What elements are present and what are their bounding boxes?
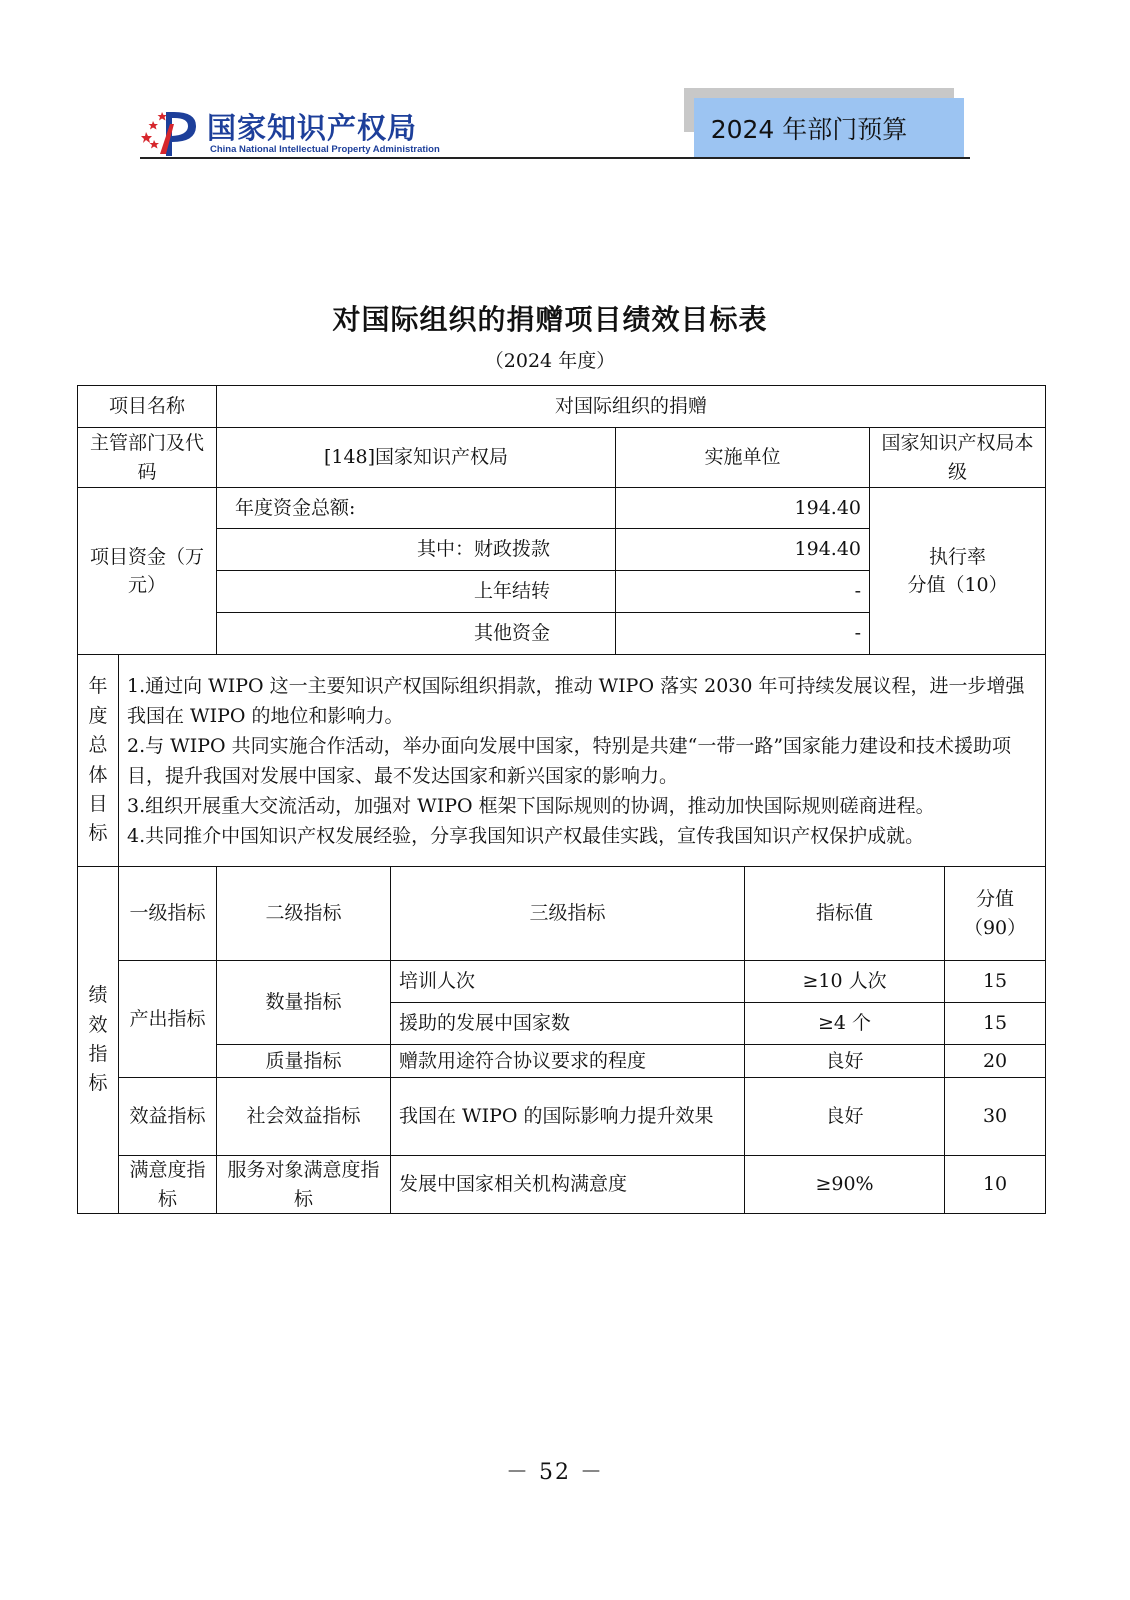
- goal-item: 4.共同推介中国知识产权发展经验，分享我国知识产权最佳实践，宣传我国知识产权保护成就。: [127, 824, 925, 847]
- header-divider: [140, 157, 970, 159]
- indicator-name: 我国在 WIPO 的国际影响力提升效果: [391, 1078, 745, 1156]
- indicator-target: ≥10 人次: [745, 961, 945, 1003]
- exec-rate-label: 执行率: [929, 545, 987, 568]
- header-level2: 二级指标: [217, 867, 391, 961]
- satisfaction-indicator-label: 满意度指标: [119, 1156, 217, 1214]
- funds-fiscal-value: 194.40: [616, 529, 870, 571]
- funds-other-value: -: [616, 613, 870, 655]
- header-level1: 一级指标: [119, 867, 217, 961]
- funds-carryover-label: 上年结转: [217, 571, 616, 613]
- table-row: [78, 1156, 1046, 1214]
- output-indicator-label: 产出指标: [119, 961, 217, 1078]
- table-row: [78, 428, 1046, 488]
- logo-text-cn: 国家知识产权局: [207, 111, 418, 145]
- logo-text-en: China National Intellectual Property Administration: [210, 144, 440, 155]
- indicator-score: 20: [945, 1045, 1046, 1078]
- dept-value: [148]国家知识产权局: [217, 428, 616, 488]
- goals-label: 年 度 总 体 目 标: [78, 655, 119, 867]
- funds-carryover-value: -: [616, 571, 870, 613]
- funds-fiscal-label: 其中：财政拨款: [217, 529, 616, 571]
- cnipa-logo-icon: [140, 106, 202, 158]
- project-name-value: 对国际组织的捐赠: [217, 386, 1046, 428]
- social-benefit-label: 社会效益指标: [217, 1078, 391, 1156]
- indicator-name: 援助的发展中国家数: [391, 1003, 745, 1045]
- indicator-target: 良好: [745, 1045, 945, 1078]
- table-row: [78, 488, 1046, 529]
- funds-total-label: 年度资金总额:: [217, 488, 616, 529]
- funds-other-label: 其他资金: [217, 613, 616, 655]
- indicator-score: 30: [945, 1078, 1046, 1156]
- table-row: [78, 961, 1046, 1003]
- header-level3: 三级指标: [391, 867, 745, 961]
- table-row: [78, 1045, 1046, 1078]
- dept-label: 主管部门及代码: [78, 428, 217, 488]
- goals-content: [119, 655, 1046, 867]
- table-row: [78, 1078, 1046, 1156]
- funds-label: 项目资金（万元）: [78, 488, 217, 655]
- header-score: 分值 （90）: [945, 867, 1046, 961]
- indicator-score: 15: [945, 1003, 1046, 1045]
- benefit-indicator-label: 效益指标: [119, 1078, 217, 1156]
- table-row: [78, 386, 1046, 428]
- header-target: 指标值: [745, 867, 945, 961]
- exec-rate-cell: [870, 488, 1046, 655]
- table-row: [78, 867, 1046, 961]
- goal-item: 1.通过向 WIPO 这一主要知识产权国际组织捐款，推动 WIPO 落实 2030 年可持续发展议程，进一步增强我国在 WIPO 的地位和影响力。: [127, 674, 1025, 727]
- quality-indicator-label: 质量指标: [217, 1045, 391, 1078]
- indicator-target: ≥4 个: [745, 1003, 945, 1045]
- document-title: 对国际组织的捐赠项目绩效目标表: [332, 303, 768, 336]
- exec-rate-score: 分值（10）: [907, 574, 1008, 596]
- funds-total-value: 194.40: [616, 488, 870, 529]
- goal-item: 3.组织开展重大交流活动，加强对 WIPO 框架下国际规则的协调，推动加快国际规则磋商进程。: [127, 794, 935, 817]
- project-name-label: 项目名称: [78, 386, 217, 428]
- indicator-name: 培训人次: [391, 961, 745, 1003]
- indicator-score: 15: [945, 961, 1046, 1003]
- quantity-indicator-label: 数量指标: [217, 961, 391, 1045]
- unit-label: 实施单位: [616, 428, 870, 488]
- table-row: [78, 655, 1046, 867]
- page-number: － 52 －: [506, 1460, 604, 1485]
- budget-year-badge: 2024 年部门预算: [694, 98, 964, 158]
- indicator-target: 良好: [745, 1078, 945, 1156]
- indicator-name: 发展中国家相关机构满意度: [391, 1156, 745, 1214]
- performance-goal-table: [77, 385, 1046, 1214]
- unit-value: 国家知识产权局本级: [870, 428, 1046, 488]
- goal-item: 2.与 WIPO 共同实施合作活动，举办面向发展中国家，特别是共建“一带一路”国家能力建设和技术援助项目，提升我国对发展中国家、最不发达国家和新兴国家的影响力。: [127, 734, 1012, 787]
- document-subtitle: （2024 年度）: [484, 350, 616, 372]
- page-header: [0, 0, 1130, 170]
- indicator-name: 赠款用途符合协议要求的程度: [391, 1045, 745, 1078]
- perf-label: 绩 效 指 标: [78, 867, 119, 1214]
- indicator-target: ≥90%: [745, 1156, 945, 1214]
- client-satisfaction-label: 服务对象满意度指标: [217, 1156, 391, 1214]
- indicator-score: 10: [945, 1156, 1046, 1214]
